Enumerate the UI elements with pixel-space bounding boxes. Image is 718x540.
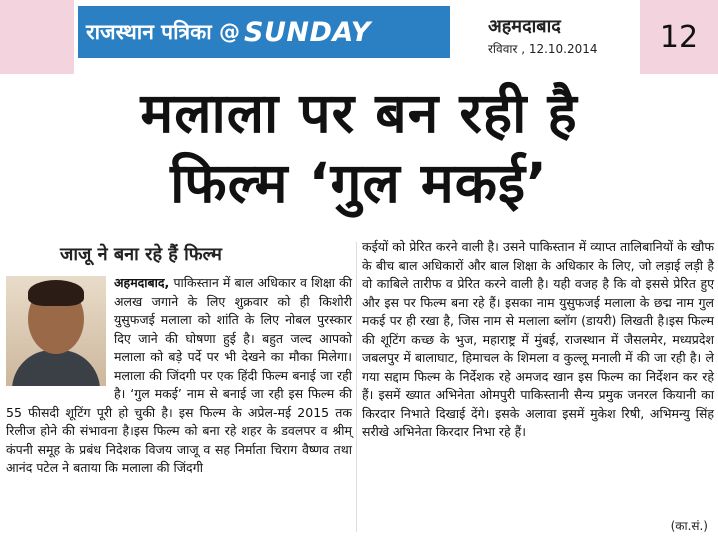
edition-name: SUNDAY bbox=[244, 16, 371, 48]
article-column-2-text: कईयों को प्रेरित करने वाली है। उसने पाकिस्तान में व्याप्त तालिबानियों के खौफ के बीच बाल अधिकारों और बाल शिक्षा के अधिकार के लिए, जो लड़ाई लड़ी है वो काबिले तारीफ व प्रेरित करने वाली है। यही वजह है कि वो इससे प्रेरित हुए और इस पर फिल्म बना रहे हैं। इसका नाम युसुफजई मलाला के छद्म नाम गुल मकई पर ही रखा है, जिस नाम से मलाला ब्लॉग (डायरी) लिखती है।इस फिल्म की शूटिंग कच्छ के भुज, महाराष्ट्र में मुंबई, राजस्थान में जैसलमेर, मध्यप्रदेश जबलपुर में बालाघाट, हिमाचल के शिमला व कुल्लू मनाली में की जा रही है। ले गया सद्दाम फिल्म के निर्देशक रहे अमजद खान इस फिल्म का निर्देशन कर रहे हैं। इसमें ख्यात अभिनेता ओमपुरी पाकिस्तानी सैन्य प्रमुक जनरल कियानी का किरदार निभाते दिखाई देंगे। इसके अलावा इसमें मुकेश रिषी, अभिमन्यु सिंह सरीखे अभिनेता किरदार निभा रहे हैं। bbox=[362, 239, 714, 439]
masthead-band bbox=[78, 6, 450, 58]
article-column-1 bbox=[6, 274, 352, 536]
edition-city: अहमदाबाद bbox=[488, 16, 561, 37]
article-column-2 bbox=[362, 238, 714, 536]
page-number-box bbox=[640, 0, 718, 74]
headline-line-2: फिल्म ‘गुल मकई’ bbox=[170, 151, 548, 215]
article-column-1-text: पाकिस्तान में बाल अधिकार व शिक्षा की अलख जगाने के लिए शुक्रवार को ही किशोरी युसुफजई मलाला को शांति के लिए नोबल पुरस्कार दिए जाने की घोषणा हुई है। बहुत जल्द आपको मलाला को बड़े पर्दे पर भी देखने का मौका मिलेगा। मलाला की जिंदगी पर एक हिंदी फिल्म बनाई जा रही है। ‘गुल मकई’ नाम से बनाई जा रही इस फिल्म की 55 फीसदी शूटिंग पूरी हो चुकी है। इस फिल्म के अप्रेल-मई 2015 तक रिलीज होने की संभावना है।इस फिल्म को बना रहे शहर के डवलपर व श्रीम् कंपनी समूह के प्रबंध निदेशक विजय जाजू व सह निर्माता चिराग वैष्णव तथा आनंद पटेल ने बताया कि मलाला की जिंदगी bbox=[6, 275, 352, 475]
article-subheading: जाजू ने बना रहे हैं फिल्म bbox=[60, 244, 222, 265]
article bbox=[0, 238, 718, 540]
page-number: 12 bbox=[659, 19, 699, 55]
paper-name: राजस्थान पत्रिका @ bbox=[86, 20, 241, 44]
dateline-box bbox=[488, 14, 638, 58]
column-divider bbox=[356, 242, 357, 532]
masthead bbox=[0, 0, 718, 74]
headline-line-1: मलाला पर बन रही है bbox=[140, 81, 578, 145]
edition-date: रविवार , 12.10.2014 bbox=[488, 42, 598, 56]
article-credit: (का.सं.) bbox=[670, 519, 708, 533]
person-photo bbox=[6, 276, 106, 386]
article-dateline: अहमदाबाद, bbox=[114, 275, 170, 290]
photo-hair bbox=[28, 280, 84, 306]
masthead-pink-block bbox=[0, 0, 74, 74]
headline bbox=[0, 78, 718, 218]
